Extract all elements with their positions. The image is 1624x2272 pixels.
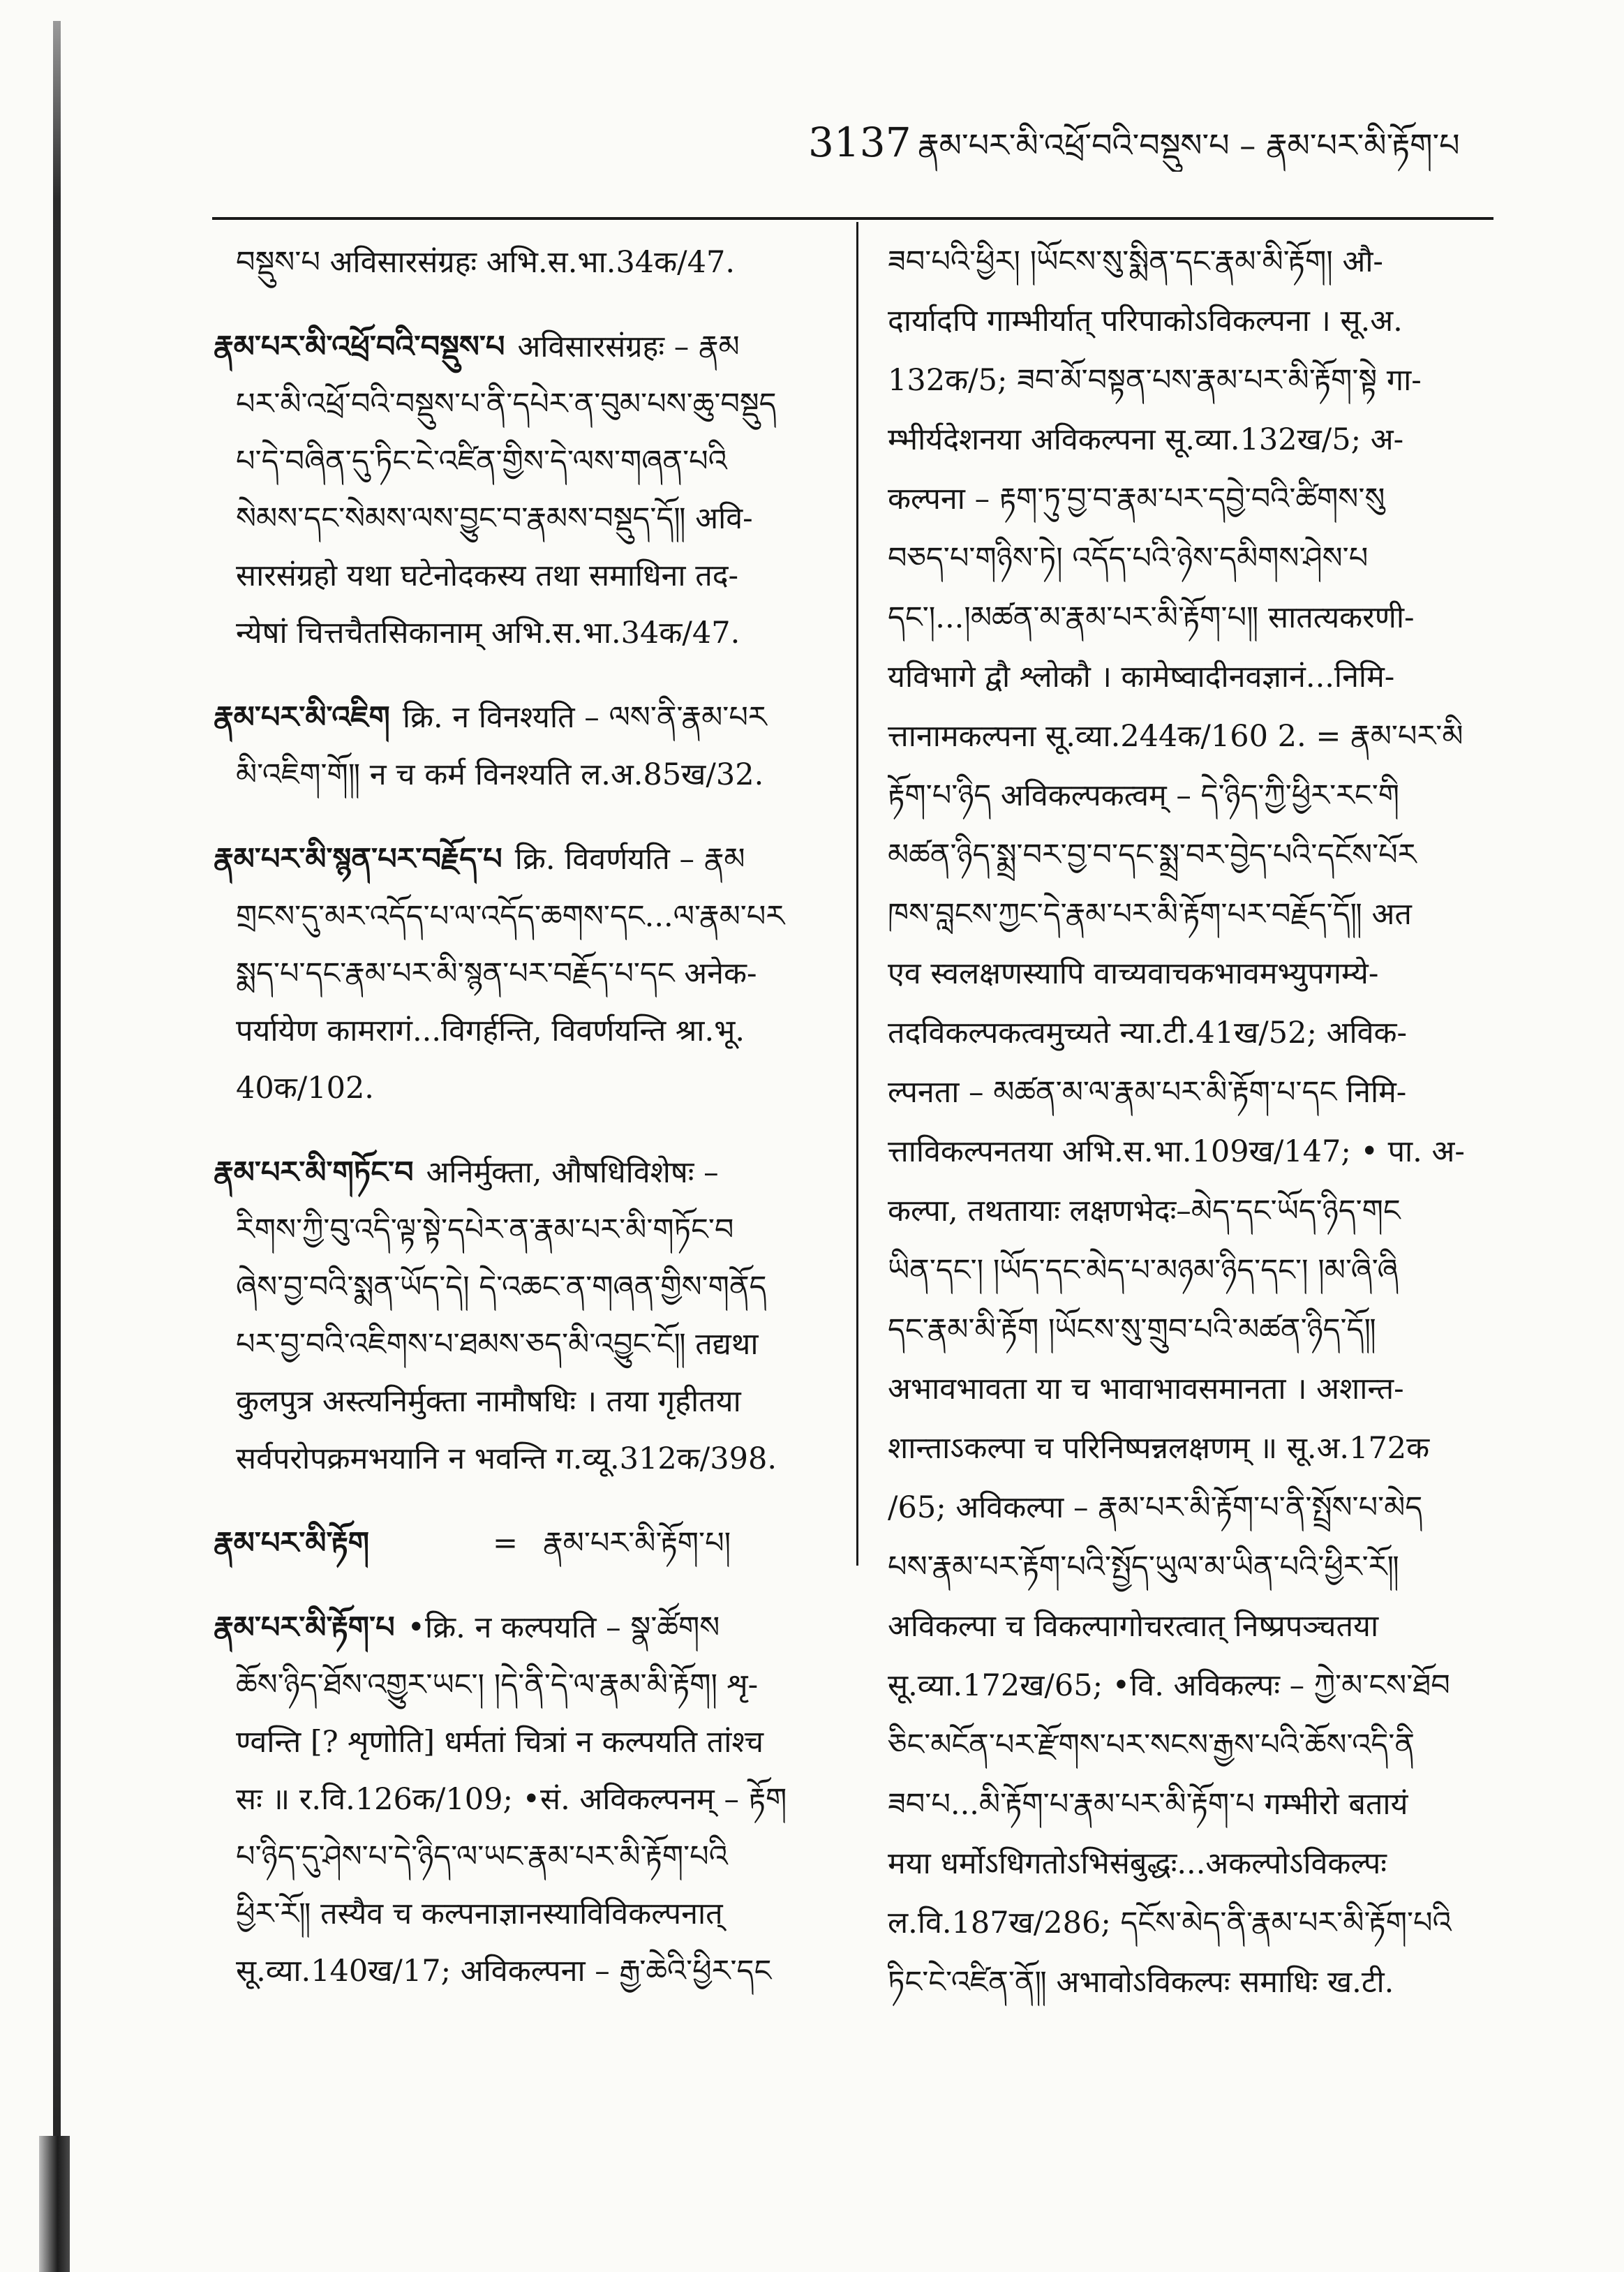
column-divider [856,222,858,1566]
entry-text: अविसारसंग्रहः – རྣམ [517,329,740,364]
entry-text: •क्रि. न कल्पयति – སྣ་ཚོགས [407,1610,720,1645]
entry-line: བསྡུས་པ अविसारसंग्रहः अभि.स.भा.34क/47. [236,245,736,280]
entry-line: त्ताविकल्पनतया अभि.स.भा.109ख/147; • पा. अ- [888,1134,1465,1169]
entry-line: ཅིང་མངོན་པར་རྫོགས་པར་སངས་རྒྱས་པའི་ཆོས་འདི་ནི [888,1728,1415,1762]
entry-line: कल्पा, तथतायाः लक्षणभेदः–མེད་དང་ཡོད་ཉིད་གང [888,1194,1401,1228]
entry-line: सर्वपरोपक्रमभयानि न भवन्ति ग.व्यू.312क/398. [236,1441,777,1476]
entry-headword: རྣམ་པར་མི་འཕྲོ་བའི་བསྡུས་པ [214,329,505,364]
entry-line: པས་རྣམ་པར་རྟོག་པའི་སྤྱོད་ཡུལ་མ་ཡིན་པའི་ཕྱིར་རོ༎ [888,1550,1399,1584]
equals-sign: = [493,1526,519,1561]
entry-line: མི་འཇིག་གོ༎ न च कर्म विनश्यति ल.अ.85ख/32. [236,757,764,792]
entry-line: པ་ཉིད་དུ་ཤེས་པ་དེ་ཉིད་ལ་ཡང་རྣམ་པར་མི་རྟོག་པའི [236,1839,728,1874]
cross-reference-target: རྣམ་པར་མི་རྟོག་པ། [543,1526,731,1561]
entry-line: तदविकल्पकत्वमुच्यते न्या.टी.41ख/52; अविक- [888,1016,1408,1050]
entry-line: གྲངས་དུ་མར་འདོད་པ་ལ་འདོད་ཆགས་དང...ལ་རྣམ་པར [236,899,785,934]
entry-line: ཏིང་ངེ་འཛིན་ནོ༎ अभावोऽविकल्पः समाधिः ख.टी. [888,1965,1394,2000]
entry-headword: རྣམ་པར་མི་འཇིག [214,700,390,735]
entry-line: ཟབ་པ...མི་རྟོག་པ་རྣམ་པར་མི་རྟོག་པ गम्भीरो बतायं [888,1787,1408,1822]
entry-line: यविभागे द्वौ श्लोकौ । कामेष्वादीनवज्ञानं...निमि- [888,660,1395,695]
entry-first-line [214,318,835,376]
entry-line: ཁས་བླངས་ཀྱང་དེ་རྣམ་པར་མི་རྟོག་པར་བརྗོད་དོ༎ अत [888,897,1412,932]
entry-line: ल्पनता – མཚན་མ་ལ་རྣམ་པར་མི་རྟོག་པ་དང निमि- [888,1075,1407,1110]
header-rule [212,217,1493,220]
entry-line: བཅད་པ་གཉིས་ཏེ། འདོད་པའི་ཉེས་དམིགས་ཤེས་པ [888,541,1369,576]
dictionary-entry [214,831,835,1117]
dictionary-entry [214,689,835,803]
entry-line: न्येषां चित्तचैतसिकानाम् अभि.स.भा.34क/47. [236,616,740,651]
entry-line: རྟོག་པ་ཉིད अविकल्पकत्वम् – དེ་ཉིད་ཀྱི་ཕྱིར་རང་གི [888,778,1400,813]
entry-first-line [214,831,835,888]
entry-line: ཞེས་བྱ་བའི་སྨན་ཡོད་དེ། དེ་འཆང་ན་གཞན་གྱིས་གནོད [236,1270,767,1305]
entry-line: 40क/102. [236,1071,374,1106]
entry-first-line [214,689,835,746]
entry-line: ཟབ་པའི་ཕྱིར། །ཡོངས་སུ་སྨིན་དང་རྣམ་མི་རྟོག། औ- [888,244,1383,279]
entry-line: སྨད་པ་དང་རྣམ་པར་མི་སྙན་པར་བརྗོད་པ་དང अनेक- [236,956,757,991]
scan-binding-edge [53,21,61,2248]
entry-text: क्रि. विवर्णयति – རྣམ [514,842,745,877]
entry-line: कल्पना – རྟག་ཏུ་བྱ་བ་རྣམ་པར་དབྱེ་བའི་ཚིགས་སུ [888,482,1385,517]
entry-line: /65; अविकल्पा – རྣམ་པར་མི་རྟོག་པ་ནི་སྤྲོས་པ་མེད [888,1490,1423,1525]
entry-text: क्रि. न विनश्यति – ལས་ནི་རྣམ་པར [402,700,767,735]
running-head: རྣམ་པར་མི་འཕྲོ་བའི་བསྡུས་པ – རྣམ་པར་མི་རྟོག་པ [918,126,1460,164]
entry-line: मया धर्मोऽधिगतोऽभिसंबुद्धः...अकल्पोऽविकल्पः [888,1846,1387,1881]
entry-line: ཡིན་དང་། །ཡོད་དང་མེད་པ་མཉམ་ཉིད་དང་། །མ་ཞི་ཞི [888,1253,1399,1288]
entry-line: पर्यायेण कामरागं...विगर्हन्ति, विवर्णयन्ति श्रा.भू. [236,1014,745,1048]
left-column [214,234,835,2027]
dictionary-cross-reference [214,1515,835,1572]
entry-headword: རྣམ་པར་མི་རྟོག [214,1526,370,1561]
page-number: 3137 [808,119,911,166]
entry-line: अभावभावता या च भावाभावसमानता । अशान्त- [888,1372,1404,1406]
entry-line: རིགས་ཀྱི་བུ་འདི་ལྟ་སྟེ་དཔེར་ན་རྣམ་པར་མི་གཏོང་བ [236,1212,734,1247]
dictionary-entry [214,1144,835,1487]
entry-headword: རྣམ་པར་མི་སྙན་པར་བརྗོད་པ [214,842,502,877]
entry-line: སེམས་དང་སེམས་ལས་བྱུང་བ་རྣམས་བསྡུད་དོ༎ अवि- [236,501,753,536]
entry-line: པ་དེ་བཞིན་དུ་ཏིང་ངེ་འཛིན་གྱིས་དེ་ལས་གཞན་པའི [236,444,727,479]
entry-line: दार्यादपि गाम्भीर्यात् परिपाकोऽविकल्पना । सू.अ. [888,304,1403,339]
entry-line: ཆོས་ཉིད་ཐོས་འགྱུར་ཡང་། །དེ་ནི་དེ་ལ་རྣམ་མི་རྟོག། शृ- [236,1668,759,1702]
scan-binding-shadow [39,2136,70,2272]
right-column [888,232,1507,2012]
entry-line: सू.व्या.172ख/65; •वि. अविकल्पः – ཀྱེ་མ་ངས་ཐོབ [888,1668,1450,1703]
entry-line: सारसंग्रहो यथा घटेनोदकस्य तथा समाधिना तद- [236,558,739,593]
entry-line: अविकल्पा च विकल्पागोचरत्वात् निष्प्रपञ्चतया [888,1609,1379,1644]
entry-line: म्भीर्यदेशनया अविकल्पना सू.व्या.132ख/5; अ- [888,422,1404,457]
dictionary-entry [214,1599,835,2000]
entry-first-line [214,1515,835,1572]
entry-first-line [214,1144,835,1201]
entry-line: པར་མི་འཕྲོ་བའི་བསྡུས་པ་ནི་དཔེར་ན་བུམ་པས་ཆུ་བསྡུད [236,387,777,422]
entry-line: एव स्वलक्षणस्यापि वाच्यवाचकभावमभ्युपगम्ये- [888,956,1379,991]
entry-line: མཚན་ཉིད་སྨྲ་བར་བྱ་བ་དང་སྨྲ་བར་བྱེད་པའི་དངོས་པོར [888,838,1417,873]
entry-line: དང་།...།མཚན་མ་རྣམ་པར་མི་རྟོག་པ༎ सातत्यकरणी- [888,600,1415,635]
entry-line: सः ॥ र.वि.126क/109; •सं. अविकल्पनम् – རྟོག [236,1782,787,1817]
entry-text: अनिर्मुक्ता, औषधिविशेषः – [426,1155,719,1190]
entry-line: ण्वन्ति [? शृणोति] धर्मतां चित्रां न कल्पयति तांश्च [236,1725,764,1760]
entry-line: शान्ताऽकल्पा च परिनिष्पन्नलक्षणम् ॥ सू.अ.172क [888,1431,1430,1466]
entry-line: དང་རྣམ་མི་རྟོག །ཡོངས་སུ་གྲུབ་པའི་མཚན་ཉིད་དོ༎ [888,1312,1376,1347]
entry-line: 132क/5; ཟབ་མོ་བསྟན་པས་རྣམ་པར་མི་རྟོག་སྟེ गा- [888,363,1422,398]
entry-line: सू.व्या.140ख/17; अविकल्पना – རྒྱ་ཆེའི་ཕྱིར་དང [236,1954,772,1989]
entry-line: ल.वि.187ख/286; དངོས་མེད་ནི་རྣམ་པར་མི་རྟོག་པའི [888,1906,1452,1940]
entry-headword: རྣམ་པར་མི་རྟོག་པ [214,1610,395,1645]
entry-headword: རྣམ་པར་མི་གཏོང་བ [214,1155,414,1190]
entry-line: त्तानामकल्पना सू.व्या.244क/160 2. = རྣམ་པར་མི [888,719,1463,754]
entry-line: ཕྱིར་རོ༎ तस्यैव च कल्पनाज्ञानस्याविविकल्पनात् [236,1896,723,1931]
dictionary-entry [214,318,835,662]
dictionary-entry-continuation [214,234,835,291]
entry-first-line [214,1599,835,1656]
entry-line: कुलपुत्र अस्त्यनिर्मुक्ता नामौषधिः । तया गृहीतया [236,1384,741,1419]
entry-line: པར་བྱ་བའི་འཇིགས་པ་ཐམས་ཅད་མི་འབྱུང་ངོ༎ तद्यथा [236,1327,759,1362]
